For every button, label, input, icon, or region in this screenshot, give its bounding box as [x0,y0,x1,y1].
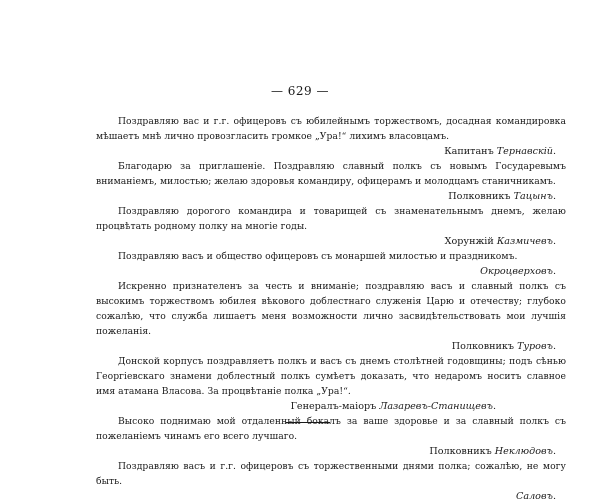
signature-2 [96,189,566,204]
telegram-text-8: Поздравляю васъ и г.г. офицеровъ съ торжественными днями полка; сожалѣю, не могу быть. [96,461,566,487]
signature-3 [96,234,566,249]
telegram-text-1: Поздравляю вас и г.г. офицеровъ съ юбилейнымъ торжествомъ, досадная командировка мѣшаетъ мнѣ лично провозгласить громкое „Ура!“ лихимъ власовцамъ. [96,116,566,142]
signature-name-7: Неклюдовъ. [494,446,556,457]
telegram-text-2: Благодарю за приглашеніе. Поздравляю славный полкъ съ новымъ Государевымъ вниманіемъ, милостью; желаю здоровья командиру, офицерамъ и молодцамъ станичникамъ. [96,161,566,187]
signature-name-5: Туровъ. [517,341,556,352]
telegram-text-6: Донской корпусъ поздравляетъ полкъ и васъ съ днемъ столѣтней годовщины; подъ сѣнью Георгіевскаго знамени доблестный полкъ сумѣетъ доказать, что недаромъ носитъ славное имя атамана Власова. За процвѣтаніе полка „Ура!“. [96,356,566,397]
signature-rank-2: Полковникъ [448,191,511,202]
signature-rank-3: Хорунжій [444,236,494,247]
bottom-rule [286,422,330,423]
signature-name-8: Саловъ. [516,491,556,502]
signature-6 [96,399,566,414]
signature-5 [96,339,566,354]
telegram-text-3: Поздравляю дорогого командира и товарищей съ знаменательнымъ днемъ, желаю процвѣтать родному полку на многіе годы. [96,206,566,232]
signature-rank-1: Капитанъ [444,146,494,157]
signature-rank-6: Генералъ-маіоръ [290,401,377,412]
signature-4 [96,264,566,279]
signature-7 [96,444,566,459]
telegram-text-5: Искренно признателенъ за честь и вниманіе; поздравляю васъ и славный полкъ съ высокимъ торжествомъ юбилея вѣкового доблестнаго служенія Царю и отечеству; глубоко сожалѣю, что служба лишаетъ меня возможности лично засвидѣтельствовать мои лучшія пожеланія. [96,281,566,337]
signature-name-4: Окроцверховъ. [480,266,556,277]
signature-name-2: Тацынъ. [513,191,556,202]
signature-name-1: Тернавскій. [496,146,556,157]
page-number: — 629 — [270,84,330,98]
signature-rank-5: Полковникъ [451,341,515,352]
telegram-text-7: Высоко поднимаю мой отдаленный бокалъ за ваше здоровье и за славный полкъ съ пожеланіемъ чинамъ его всего лучшаго. [96,416,566,442]
signature-1 [96,144,566,159]
signature-8 [96,489,566,504]
signature-name-3: Казмичевъ. [496,236,556,247]
text-block [96,114,566,504]
signature-name-6: Лазаревъ-Станищевъ. [379,401,496,412]
signature-rank-7: Полковникъ [429,446,492,457]
telegram-text-4: Поздравляю васъ и общество офицеровъ съ монаршей милостью и праздникомъ. [118,251,518,262]
